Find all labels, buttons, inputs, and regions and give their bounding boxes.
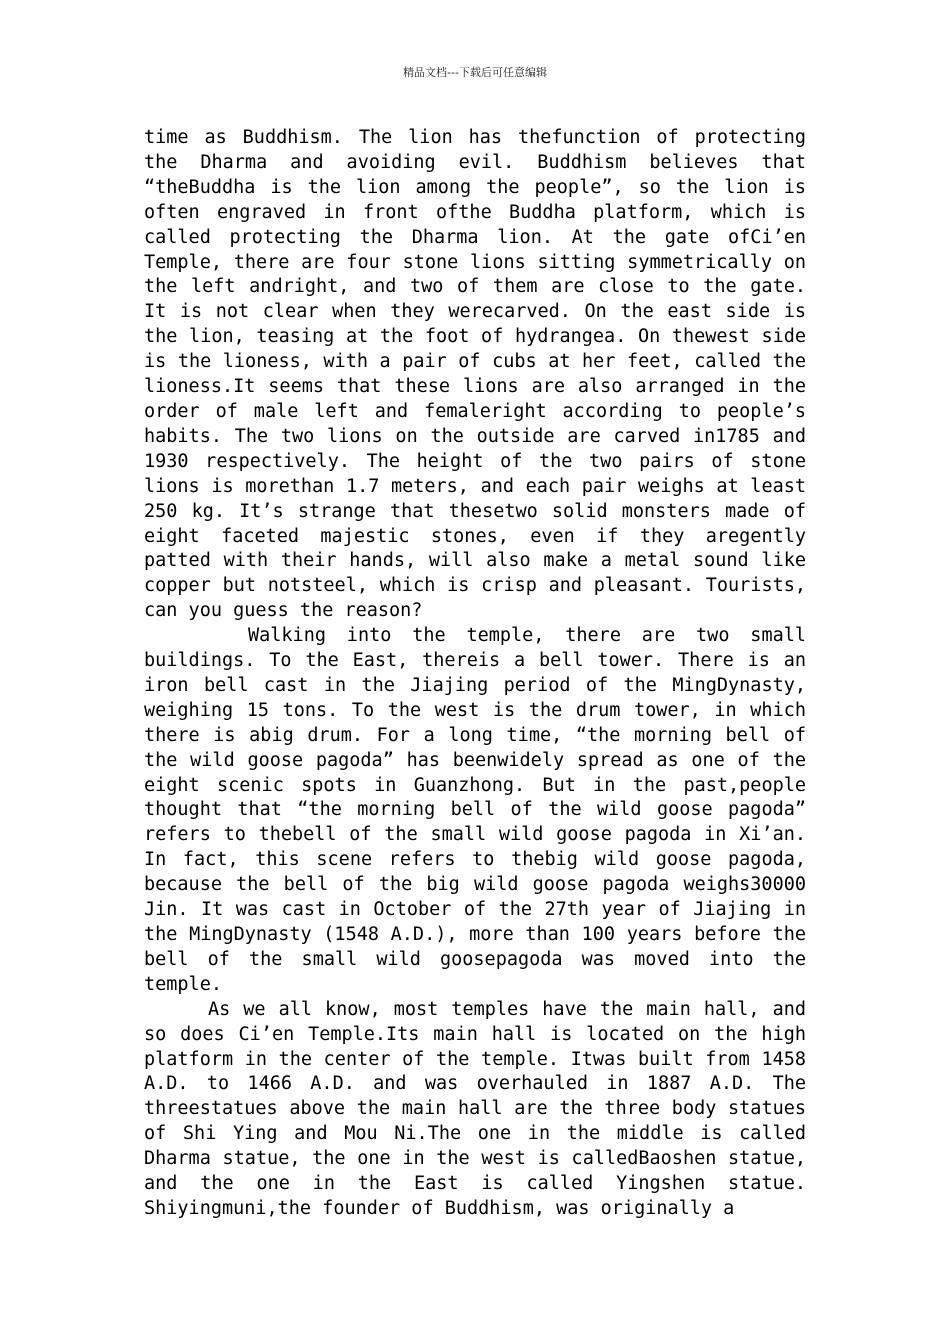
paragraph-main-hall: As we all know, most temples have the main hall, and so does Ci’en Temple.Its main hall is located on the high platform in the center of the temple. Itwas built from 1458 A.D. to 1466 A.D. and was overhauled in 1887 A.D. The threestatues above the main hall are the three body statues of Shi Ying and Mou Ni.The one in the middle is called Dharma statue, the one in the west is calledBaoshen statue, and the one in the East is called Yingshen statue. Shiyingmuni,the founder of Buddhism, was originally a <box>144 998 806 1219</box>
page-header: 精品文档---下载后可任意编辑 <box>403 66 547 79</box>
paragraph-stone-lions: time as Buddhism. The lion has thefunction of protecting the Dharma and avoiding evil. Buddhism believes that “theBuddha is the lion among the people”, so the lion is often engraved in front ofthe Buddha platform, which is called protecting the Dharma lion. At the gate ofCi’en Temple, there are four stone lions sitting symmetrically on the left andright, and two of them are close to the gate. It is not clear when they werecarved. On the east side is the lion, teasing at the foot of hydrangea. On thewest side is the lioness, with a pair of cubs at her feet, called the lioness.It seems that these lions are also arranged in the order of male left and femaleright according to people’s habits. The two lions on the outside are carved in1785 and 1930 respectively. The height of the two pairs of stone lions is morethan 1.7 meters, and each pair weighs at least 250 kg. It’s strange that thesetwo solid monsters made of eight faceted majestic stones, even if they aregently patted with their hands, will also make a metal sound like copper but notsteel, which is crisp and pleasant. Tourists, can you guess the reason? <box>144 127 806 622</box>
document-body <box>144 126 806 1222</box>
paragraph-bell-drum-towers: Walking into the temple, there are two small buildings. To the East, thereis a bell tower. There is an iron bell cast in the Jiajing period of the MingDynasty, weighing 15 tons. To the west is the drum tower, in which there is abig drum. For a long time, “the morning bell of the wild goose pagoda” has beenwidely spread as one of the eight scenic spots in Guanzhong. But in the past,people thought that “the morning bell of the wild goose pagoda” refers to thebell of the small wild goose pagoda in Xi’an. In fact, this scene refers to thebig wild goose pagoda, because the bell of the big wild goose pagoda weighs30000 Jin. It was cast in October of the 27th year of Jiajing in the MingDynasty (1548 A.D.), more than 100 years before the bell of the small wild goosepagoda was moved into the temple. <box>144 625 806 995</box>
